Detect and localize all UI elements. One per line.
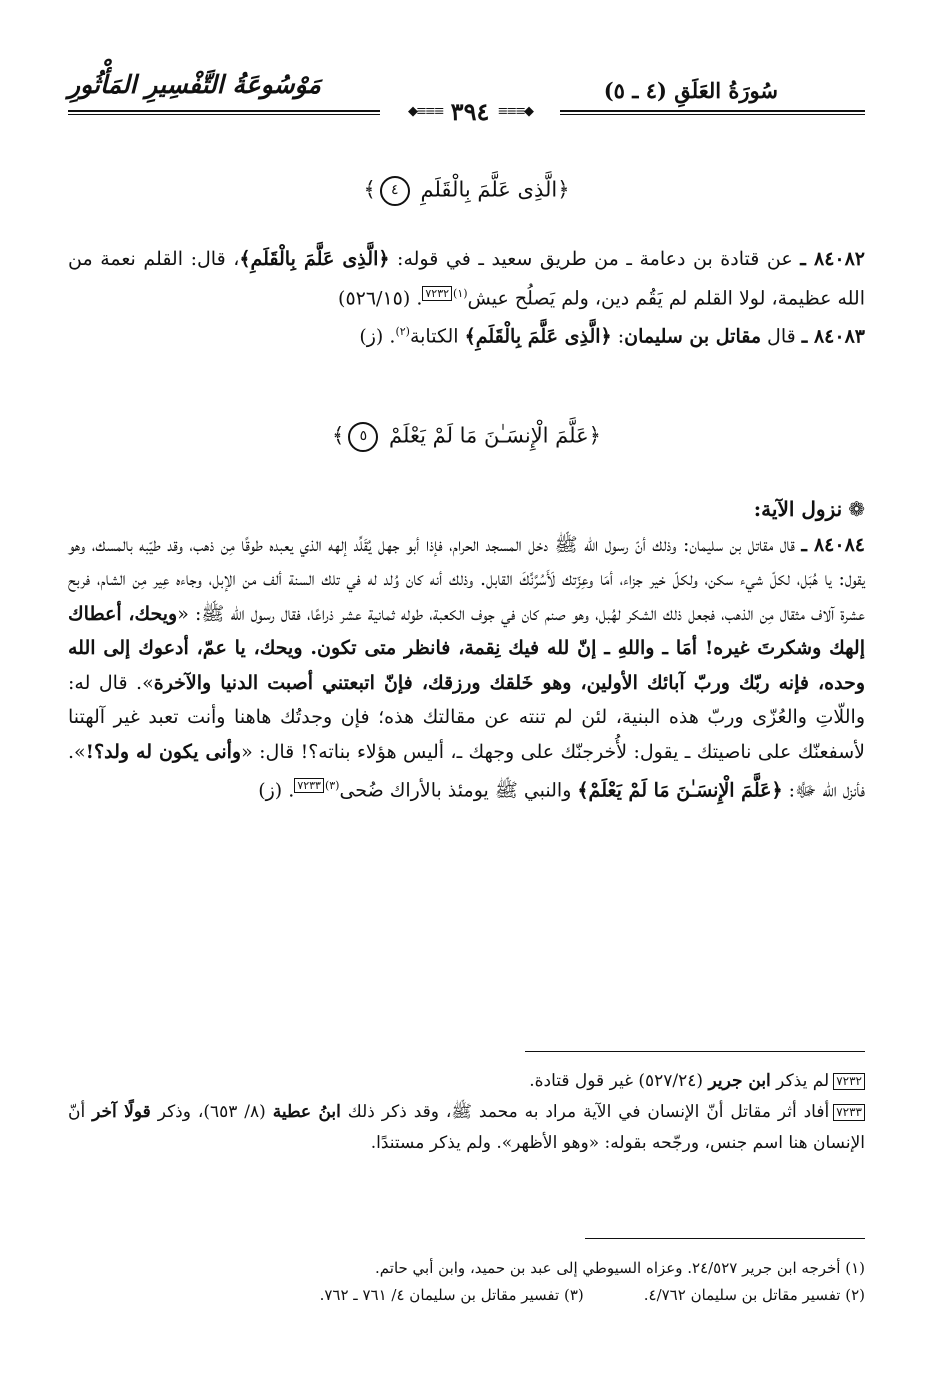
narration-number: ٨٤٠٨٤ ـ: [801, 533, 865, 556]
footnote-ref[interactable]: (٢): [395, 325, 410, 339]
footnote-1: (١) أخرجه ابن جرير ٢٤/٥٢٧. وعزاه السيوطي إلى عبد بن حميد، وابن أبي حاتم.: [375, 1259, 865, 1277]
source-ref: . (٥٢٦/١٥): [338, 286, 423, 309]
footnote-ref[interactable]: (١): [453, 286, 468, 300]
ornament-right-icon: ◆≡≡≡: [497, 103, 533, 119]
verse-close: ﴾: [363, 177, 376, 202]
prophet-speech: ويحك، أعطاك إلهك وشكرتَ غيره! أمَا ـ واللهِ ـ إنّ لله فيك نِقمة، فانظر متى تكون. ويحك، يا عمّ، أدعوك إلى الله وحده، فإنه ربّك وربّ آبائك الأولين، وهو خَلقك ورزقك، فإنّ اتبعتني أصبت الدنيا والآخرة: [68, 602, 866, 694]
quran-quote: ﴿عَلَّمَ الْإِنسَـٰنَ مَا لَمْ يَعْلَمْ﴾: [577, 779, 783, 802]
header-surah-title: سُورَةُ العَلَقِ (٤ ـ ٥): [603, 78, 778, 103]
section-title: نزول الآية:: [753, 497, 843, 521]
narration-text: قال: [761, 325, 802, 348]
verse-text: ﴿الَّذِى عَلَّمَ بِالْقَلَمِ: [420, 177, 570, 202]
narration-text: ». قال له: واللّاتِ والعُزّى وربّ هذه البنية، لئن لم تنته عن مقالتك هذه؛ فإن وجدتُك هاهنا وأنت تعبد غير آلهتنا لأسفعنّك على ناصيتك ـ يقول: لأُخرجنّك على وجهك ـ، أليس هؤلاء بناته؟! قال: «: [68, 671, 865, 763]
comment-emphasis: قولًا آخر: [92, 1102, 151, 1122]
verse-close: ﴾: [332, 423, 345, 448]
narration-text: الكتابة: [409, 325, 465, 348]
comment-text: (٨/ ٦٥٣)، وذكر: [150, 1102, 273, 1122]
narrations-block-1: [68, 242, 865, 354]
scholar-name: ابن جرير: [708, 1071, 771, 1091]
verse-heading-4: [68, 176, 865, 206]
footnotes-separator: [585, 1238, 865, 1239]
comment-text: لم يذكر: [770, 1071, 830, 1091]
footnotes-row-2: [68, 1282, 865, 1309]
narration-text: والنبي ﷺ يومئذ بالأراك ضُحى: [339, 779, 578, 802]
verse-heading-5: [68, 422, 865, 452]
narration-84084: [68, 528, 865, 808]
narration-text: ، قال: القلم نعمة من الله عظيمة، لولا القلم لم يَقُم دين، ولم يَصلُح عيش: [68, 248, 865, 309]
footnote-3: (٣) تفسير مقاتل بن سليمان ٤/ ٧٦١ ـ ٧٦٢.: [319, 1286, 584, 1304]
comment-text: (٥٢٧/٢٤) غير قول قتادة.: [529, 1071, 709, 1091]
narration-text: عن قتادة بن دعامة ـ من طريق سعيد ـ في قوله:: [389, 248, 801, 270]
footnote-2: (٢) تفسير مقاتل بن سليمان ٤/٧٦٢.: [643, 1286, 865, 1304]
verse-number: ٤: [380, 176, 410, 206]
narration-number: ٨٤٠٨٣ ـ: [801, 325, 865, 348]
comments-separator: [525, 1051, 865, 1052]
flower-icon: ❁: [848, 497, 865, 521]
narration-text: ». فأنزل الله ﷻ:: [68, 740, 865, 802]
comment-ref-box[interactable]: ٧٢٣٢: [422, 286, 452, 301]
footnote-ref[interactable]: (٣): [324, 779, 340, 792]
narration-number: ٨٤٠٨٢ ـ: [800, 248, 866, 270]
source-ref: . (ز): [359, 325, 396, 348]
quran-quote: ﴿الَّذِى عَلَّمَ بِالْقَلَمِ﴾: [239, 248, 390, 270]
comment-text: أنّ الإنسان هنا اسم جنس، ورجّحه بقوله: «وهو الأظهر». ولم يذكر مستندًا.: [68, 1102, 865, 1153]
comment-7232: [68, 1066, 865, 1097]
page-number-box: [380, 96, 560, 126]
narration-text: قال مقاتل بن سليمان: وذلك أنّ رسول الله ﷺ دخل المسجد الحرام، فإذا أبو جهل يُقَلِّد إلهه الذي يعبده طوقًا مِن ذهب، وقد طيّبه بالمسك، وهو يقول: يا هُبَل، لكلّ شيء سكن، ولكلّ خير جزاء، أمَا وعِزّتك لَأَسُرَّنَّكَ القابل. وذلك أنه كان وُلد له في تلك السنة ألف من الإبل، وجاءه عِير مِن الشام، فربح عشرة آلاف مثقال مِن الذهب، فجعل ذلك الشكر لهُبل، وهو صنم كان في جوف الكعبة، طوله ثمانية عشر ذراعًا، فقال رسول الله ﷺ: «: [68, 533, 866, 625]
comment-number-box: ٧٢٣٣: [833, 1104, 865, 1121]
comment-7233: [68, 1097, 865, 1159]
narration-text: :: [611, 325, 625, 348]
page-number: ٣٩٤: [450, 96, 490, 126]
ornament-left-icon: ≡≡≡◆: [407, 103, 443, 119]
comment-number-box: ٧٢٣٢: [833, 1073, 865, 1090]
source-ref: . (ز): [258, 779, 295, 802]
prophet-speech: وأنى يكون له ولد؟!: [85, 740, 242, 763]
section-heading: [68, 492, 865, 528]
narration-84082: [68, 242, 865, 315]
comment-text: أفاد أثر مقاتل أنّ الإنسان في الآية مراد به محمد ﷺ، وقد ذكر ذلك: [340, 1102, 830, 1122]
narrations-block-2: [68, 492, 865, 808]
comment-ref-box[interactable]: ٧٢٣٣: [294, 778, 324, 793]
footnotes-block: [68, 1255, 865, 1309]
scholar-name: ابنُ عطية: [272, 1102, 341, 1122]
narrator-name: مقاتل بن سليمان: [624, 325, 762, 348]
comments-block: [68, 1066, 865, 1159]
narration-84083: [68, 315, 865, 354]
verse-text: ﴿عَلَّمَ الْإِنسَـٰنَ مَا لَمْ يَعْلَمْ: [389, 423, 601, 448]
verse-number: ٥: [348, 422, 378, 452]
quran-quote: ﴿الَّذِى عَلَّمَ بِالْقَلَمِ﴾: [464, 325, 612, 348]
header-book-title: مَوْسُوعَةُ التَّفْسِيرِ المَأْثُورِ: [68, 70, 321, 99]
